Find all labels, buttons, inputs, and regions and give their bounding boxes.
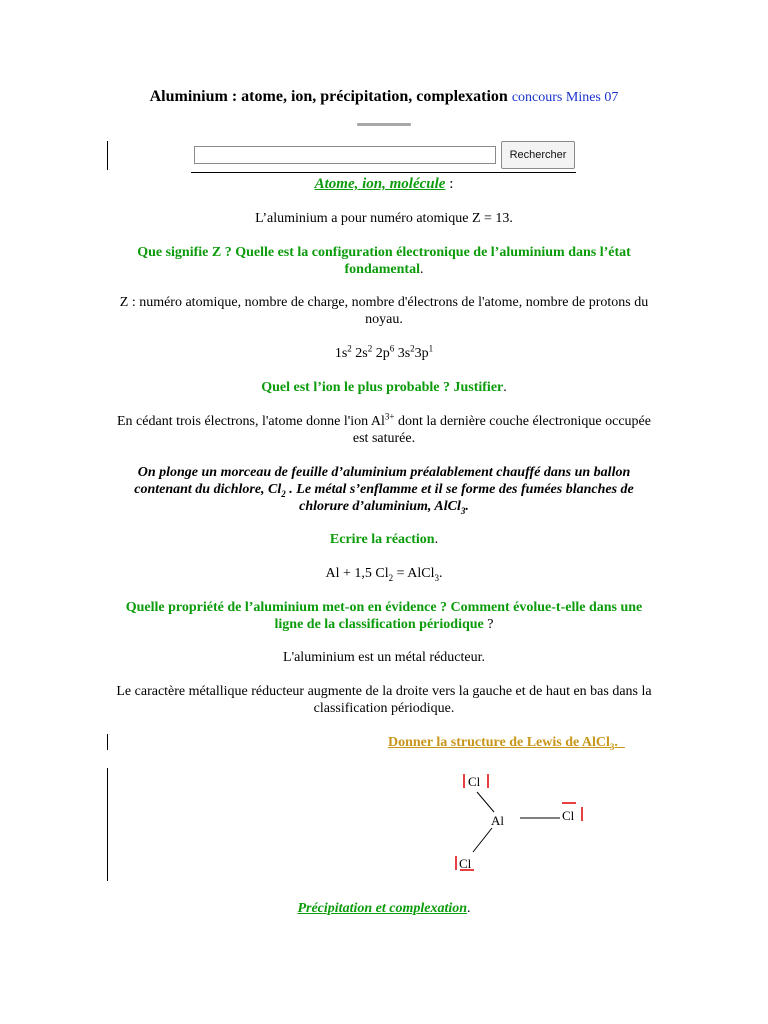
- bond-al-cl-bottom: [473, 828, 492, 852]
- equation-part-2: = AlCl: [393, 566, 435, 581]
- title-main: Aluminium : atome, ion, précipitation, complexation: [149, 88, 508, 105]
- question-lewis-text[interactable]: [388, 735, 625, 750]
- reaction-equation: [110, 565, 658, 582]
- atom-al: Al: [491, 813, 504, 828]
- ion-charge: 3+: [384, 411, 395, 422]
- answer-ion: [110, 413, 658, 447]
- question-lewis-sub: 3: [609, 741, 615, 752]
- atom-cl-top: Cl: [468, 774, 481, 789]
- config-exp: 2: [347, 343, 352, 354]
- statement-end: .: [465, 499, 469, 514]
- question-lewis-end: .: [614, 735, 618, 750]
- config-2s: 2s: [351, 346, 368, 361]
- question-z-end: .: [419, 262, 424, 277]
- question-reaction-text: Ecrire la réaction: [329, 532, 435, 547]
- margin-mark: [107, 734, 108, 750]
- search-input[interactable]: [194, 146, 496, 164]
- question-z: [110, 244, 658, 278]
- section-heading-suffix: :: [445, 176, 454, 192]
- equation-end: .: [438, 566, 443, 581]
- title-divider: [357, 123, 411, 126]
- atom-cl-bottom: Cl: [459, 856, 472, 871]
- bond-al-cl-top: [477, 792, 494, 812]
- electron-configuration: [110, 345, 658, 362]
- config-exp: 2: [367, 343, 373, 354]
- equation-sub: 3: [434, 572, 439, 583]
- question-z-text: Que signifie Z ? Quelle est la configuration électronique de l’aluminium dans l’état fondamental: [137, 245, 631, 277]
- config-3s: 3s: [394, 346, 411, 361]
- config-exp: 2: [410, 343, 415, 354]
- lewis-structure-diagram: [440, 766, 610, 876]
- statement-sub: 3: [460, 505, 466, 516]
- search-button[interactable]: Rechercher: [501, 141, 575, 169]
- section-heading-precipitation: [110, 900, 658, 917]
- question-lewis: [388, 734, 668, 751]
- section-heading-link[interactable]: Précipitation et complexation: [297, 901, 468, 916]
- question-ion-text: Quel est l’ion le plus probable ? Justifier: [261, 380, 504, 395]
- experiment-statement: [110, 464, 658, 515]
- equation-sub: 2: [388, 572, 394, 583]
- section-heading-end: .: [467, 901, 471, 916]
- question-reaction-end: .: [434, 532, 439, 547]
- paragraph-atomic-number: L’aluminium a pour numéro atomique Z = 13.: [255, 211, 513, 226]
- question-lewis-pre: Donner la structure de Lewis de AlCl: [388, 735, 610, 750]
- config-2p: 2p: [372, 346, 390, 361]
- answer-ion-pre: En cédant trois électrons, l'atome donne l'ion Al: [117, 414, 385, 429]
- config-3p: 3p: [414, 346, 429, 361]
- answer-reducer: L'aluminium est un métal réducteur.: [283, 650, 485, 665]
- answer-ion-post: dont la dernière couche électronique occupée est saturée.: [352, 414, 651, 446]
- question-reaction: [110, 531, 658, 548]
- config-1s: 1s: [334, 346, 348, 361]
- question-property-end: ?: [483, 617, 494, 632]
- margin-mark: [107, 768, 108, 881]
- question-ion-end: .: [503, 380, 507, 395]
- statement-sub: 2: [281, 488, 286, 499]
- page-title: [0, 88, 768, 106]
- section-heading-link[interactable]: Atome, ion, molécule: [314, 176, 446, 192]
- question-property: [110, 599, 658, 633]
- header-rule: [191, 172, 576, 173]
- question-property-text: Quelle propriété de l’aluminium met-on en évidence ? Comment évolue-t-elle dans une ligne de la classification périodique: [125, 600, 643, 632]
- statement-part-2: . Le métal s’enflamme et il se forme des fumées blanches de chlorure d’aluminium, AlCl: [285, 482, 634, 514]
- config-exp: 6: [389, 343, 395, 354]
- answer-trend: Le caractère métallique réducteur augmente de la droite vers la gauche et de haut en bas dans la classification périodique.: [116, 684, 652, 716]
- config-exp: 1: [428, 343, 434, 354]
- atom-cl-right: Cl: [562, 808, 575, 823]
- margin-mark: [107, 141, 108, 170]
- section-heading-atome: [110, 176, 658, 193]
- equation-part-1: Al + 1,5 Cl: [325, 566, 389, 581]
- question-ion: [110, 379, 658, 396]
- answer-z: Z : numéro atomique, nombre de charge, nombre d'électrons de l'atome, nombre de protons du noyau.: [119, 295, 649, 327]
- statement-part-1: On plonge un morceau de feuille d’aluminium préalablement chauffé dans un ballon contenant du dichlore, Cl: [134, 465, 631, 497]
- title-subtitle: concours Mines 07: [511, 90, 619, 105]
